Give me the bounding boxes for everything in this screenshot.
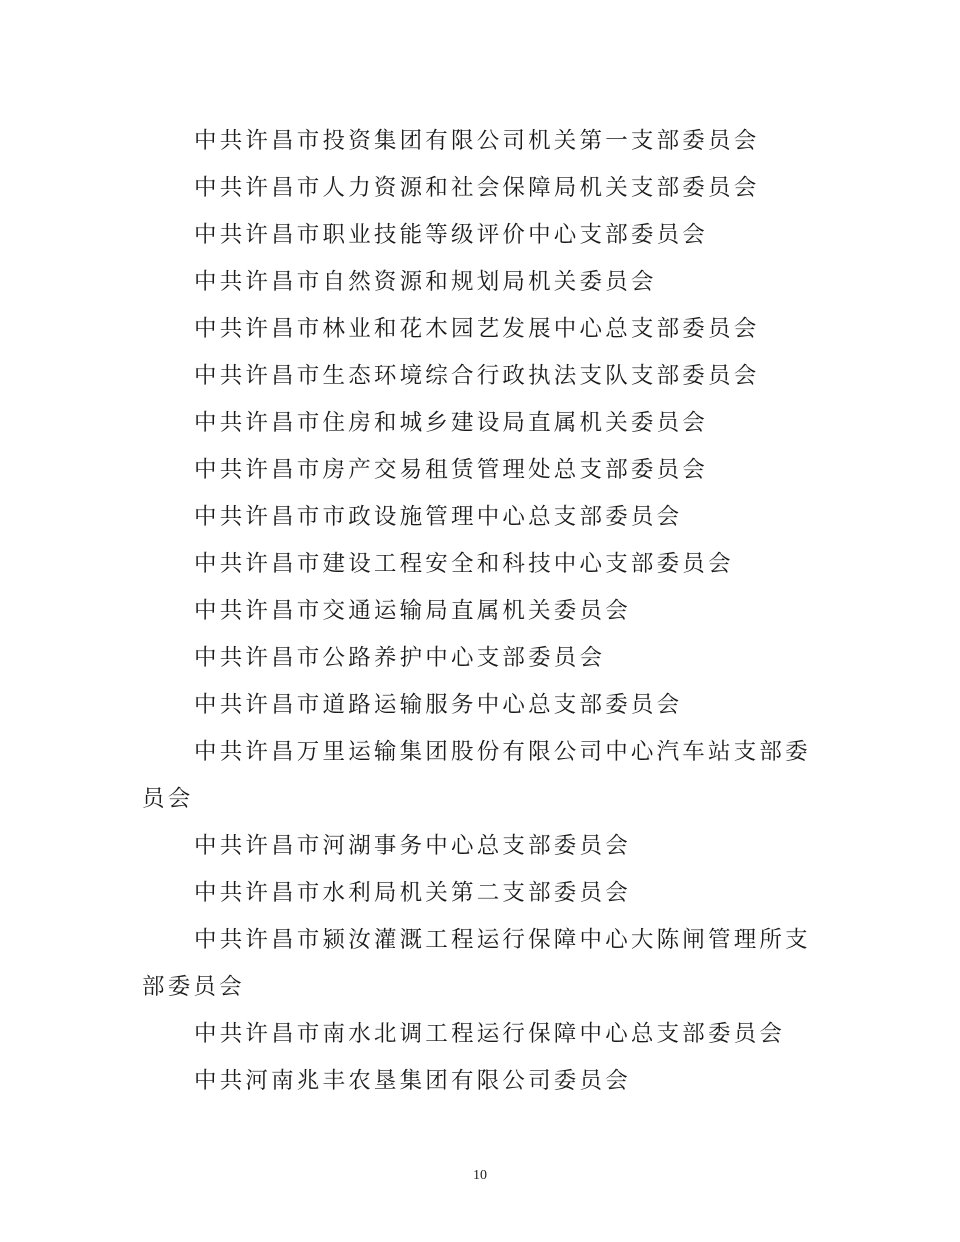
list-item: 中共许昌市道路运输服务中心总支部委员会 bbox=[194, 692, 683, 718]
list-item: 中共许昌市公路养护中心支部委员会 bbox=[194, 645, 606, 671]
list-item: 中共许昌市水利局机关第二支部委员会 bbox=[194, 880, 631, 906]
list-item: 中共许昌市投资集团有限公司机关第一支部委员会 bbox=[194, 128, 760, 154]
list-item: 中共许昌市生态环境综合行政执法支队支部委员会 bbox=[194, 363, 760, 389]
list-item: 中共许昌万里运输集团股份有限公司中心汽车站支部委员会 bbox=[142, 739, 811, 812]
list-item: 中共许昌市交通运输局直属机关委员会 bbox=[194, 598, 631, 624]
list-item: 中共许昌市市政设施管理中心总支部委员会 bbox=[194, 504, 683, 530]
list-item: 中共许昌市职业技能等级评价中心支部委员会 bbox=[194, 222, 709, 248]
list-item: 中共许昌市自然资源和规划局机关委员会 bbox=[194, 269, 657, 295]
list-item: 中共许昌市住房和城乡建设局直属机关委员会 bbox=[194, 410, 709, 436]
page-number: 10 bbox=[473, 1168, 487, 1183]
list-item: 中共许昌市颍汝灌溉工程运行保障中心大陈闸管理所支部委员会 bbox=[142, 927, 811, 1000]
list-item: 中共许昌市林业和花木园艺发展中心总支部委员会 bbox=[194, 316, 760, 342]
list-item: 中共河南兆丰农垦集团有限公司委员会 bbox=[194, 1068, 631, 1094]
list-item: 中共许昌市南水北调工程运行保障中心总支部委员会 bbox=[194, 1021, 786, 1047]
list-item: 中共许昌市建设工程安全和科技中心支部委员会 bbox=[194, 551, 734, 577]
organization-list bbox=[142, 118, 822, 1105]
list-item: 中共许昌市人力资源和社会保障局机关支部委员会 bbox=[194, 175, 760, 201]
list-item: 中共许昌市房产交易租赁管理处总支部委员会 bbox=[194, 457, 709, 483]
list-item: 中共许昌市河湖事务中心总支部委员会 bbox=[194, 833, 631, 859]
